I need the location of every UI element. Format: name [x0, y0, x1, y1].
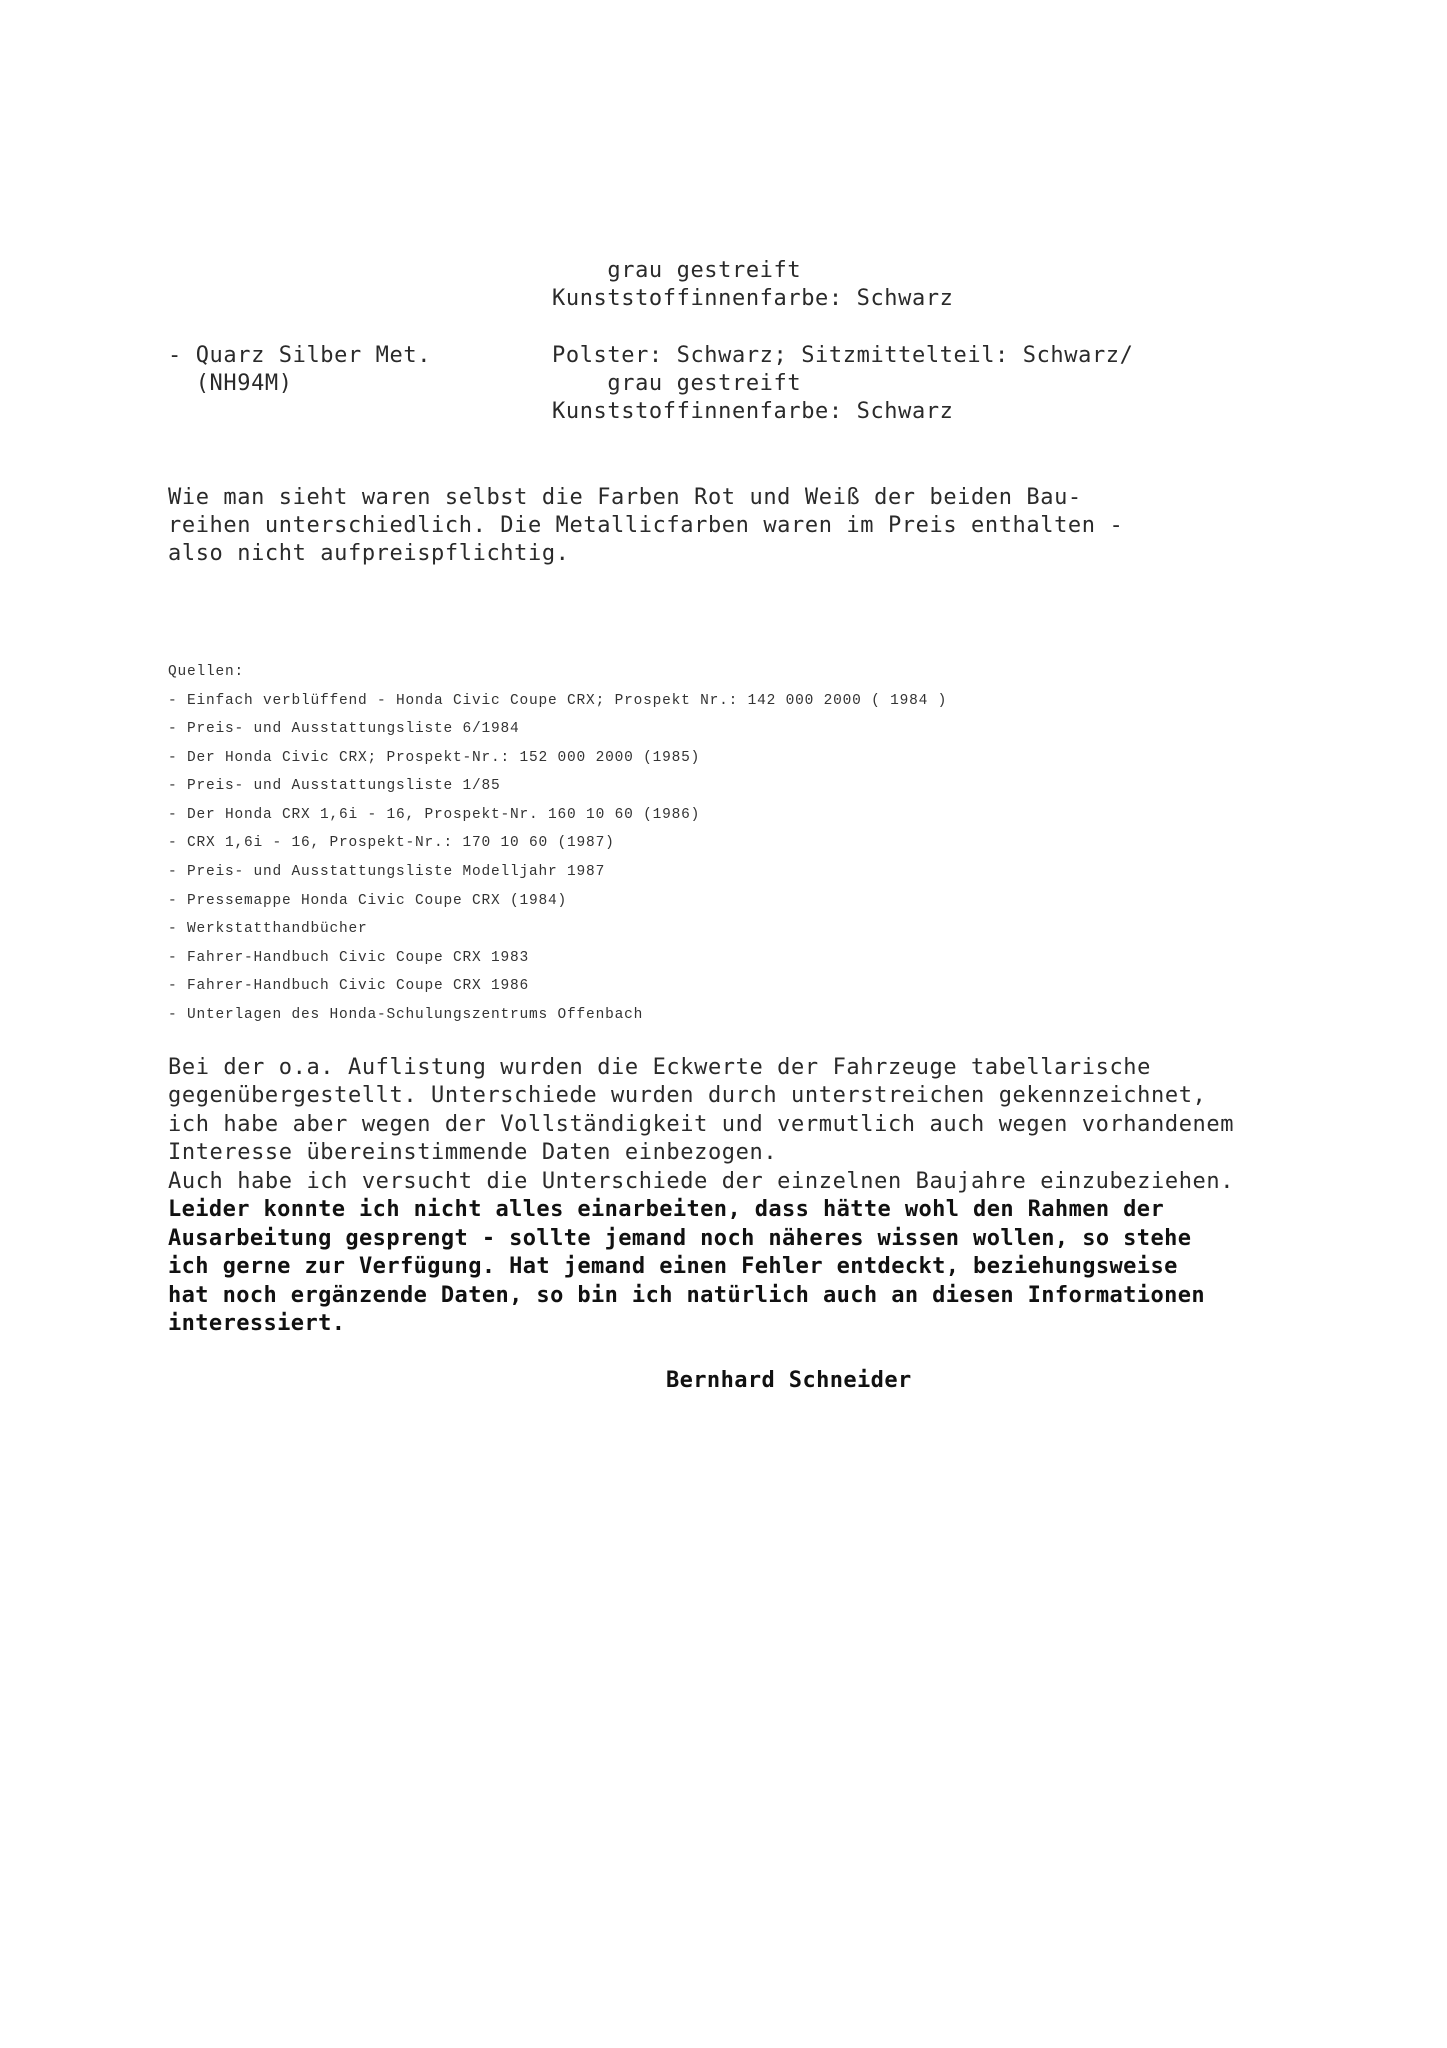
paragraph-line: Auch habe ich versucht die Unterschiede der einzelnen Baujahre einzubeziehen. [168, 1169, 1235, 1194]
color-name: - Quarz Silber Met. [168, 343, 432, 368]
color-code: (NH94M) [168, 371, 293, 396]
source-item: - Preis- und Ausstattungsliste Modelljahr 1987 [168, 864, 606, 880]
paragraph-line: Bei der o.a. Auflistung wurden die Eckwerte der Fahrzeuge tabellarische [168, 1055, 1152, 1080]
bold-paragraph-line: hat noch ergänzende Daten, so bin ich natürlich auch an diesen Informationen [168, 1283, 1206, 1308]
color-detail-line: Polster: Schwarz; Sitzmittelteil: Schwarz/ [552, 343, 1134, 368]
signature: Bernhard Schneider [666, 1368, 912, 1393]
paragraph-line: reihen unterschiedlich. Die Metallicfarben waren im Preis enthalten - [168, 513, 1124, 538]
color-detail-line: Kunststoffinnenfarbe: Schwarz [552, 286, 954, 311]
color-detail-line: grau gestreift [552, 258, 802, 283]
bold-paragraph-line: ich gerne zur Verfügung. Hat jemand einen Fehler entdeckt, beziehungsweise [168, 1254, 1178, 1279]
source-item: - Fahrer-Handbuch Civic Coupe CRX 1983 [168, 950, 530, 966]
paragraph-line: ich habe aber wegen der Vollständigkeit und vermutlich auch wegen vorhandenem [168, 1112, 1235, 1137]
source-item: - Pressemappe Honda Civic Coupe CRX (1984) [168, 893, 568, 909]
source-item: - Preis- und Ausstattungsliste 1/85 [168, 778, 501, 794]
source-item: - Der Honda Civic CRX; Prospekt-Nr.: 152 000 2000 (1985) [168, 750, 701, 766]
source-item: - CRX 1,6i - 16, Prospekt-Nr.: 170 10 60 (1987) [168, 835, 615, 851]
paragraph-line: gegenübergestellt. Unterschiede wurden durch unterstreichen gekennzeichnet, [168, 1083, 1207, 1108]
source-item: - Preis- und Ausstattungsliste 6/1984 [168, 721, 520, 737]
source-item: - Werkstatthandbücher [168, 921, 368, 937]
color-detail-line: grau gestreift [552, 371, 802, 396]
bold-paragraph-line: Ausarbeitung gesprengt - sollte jemand noch näheres wissen wollen, so stehe [168, 1226, 1192, 1251]
bold-paragraph-line: interessiert. [168, 1311, 346, 1336]
source-item: - Fahrer-Handbuch Civic Coupe CRX 1986 [168, 978, 530, 994]
source-item: - Einfach verblüffend - Honda Civic Coupe CRX; Prospekt Nr.: 142 000 2000 ( 1984 ) [168, 693, 948, 709]
bold-paragraph-line: Leider konnte ich nicht alles einarbeiten, dass hätte wohl den Rahmen der [168, 1197, 1165, 1222]
paragraph-line: Wie man sieht waren selbst die Farben Rot und Weiß der beiden Bau- [168, 485, 1082, 510]
paragraph-line: also nicht aufpreispflichtig. [168, 541, 570, 566]
source-item: - Unterlagen des Honda-Schulungszentrums Offenbach [168, 1007, 644, 1023]
paragraph-line: Interesse übereinstimmende Daten einbezogen. [168, 1140, 778, 1165]
color-detail-line: Kunststoffinnenfarbe: Schwarz [552, 399, 954, 424]
source-item: - Der Honda CRX 1,6i - 16, Prospekt-Nr. 160 10 60 (1986) [168, 807, 701, 823]
sources-heading: Quellen: [168, 664, 245, 680]
